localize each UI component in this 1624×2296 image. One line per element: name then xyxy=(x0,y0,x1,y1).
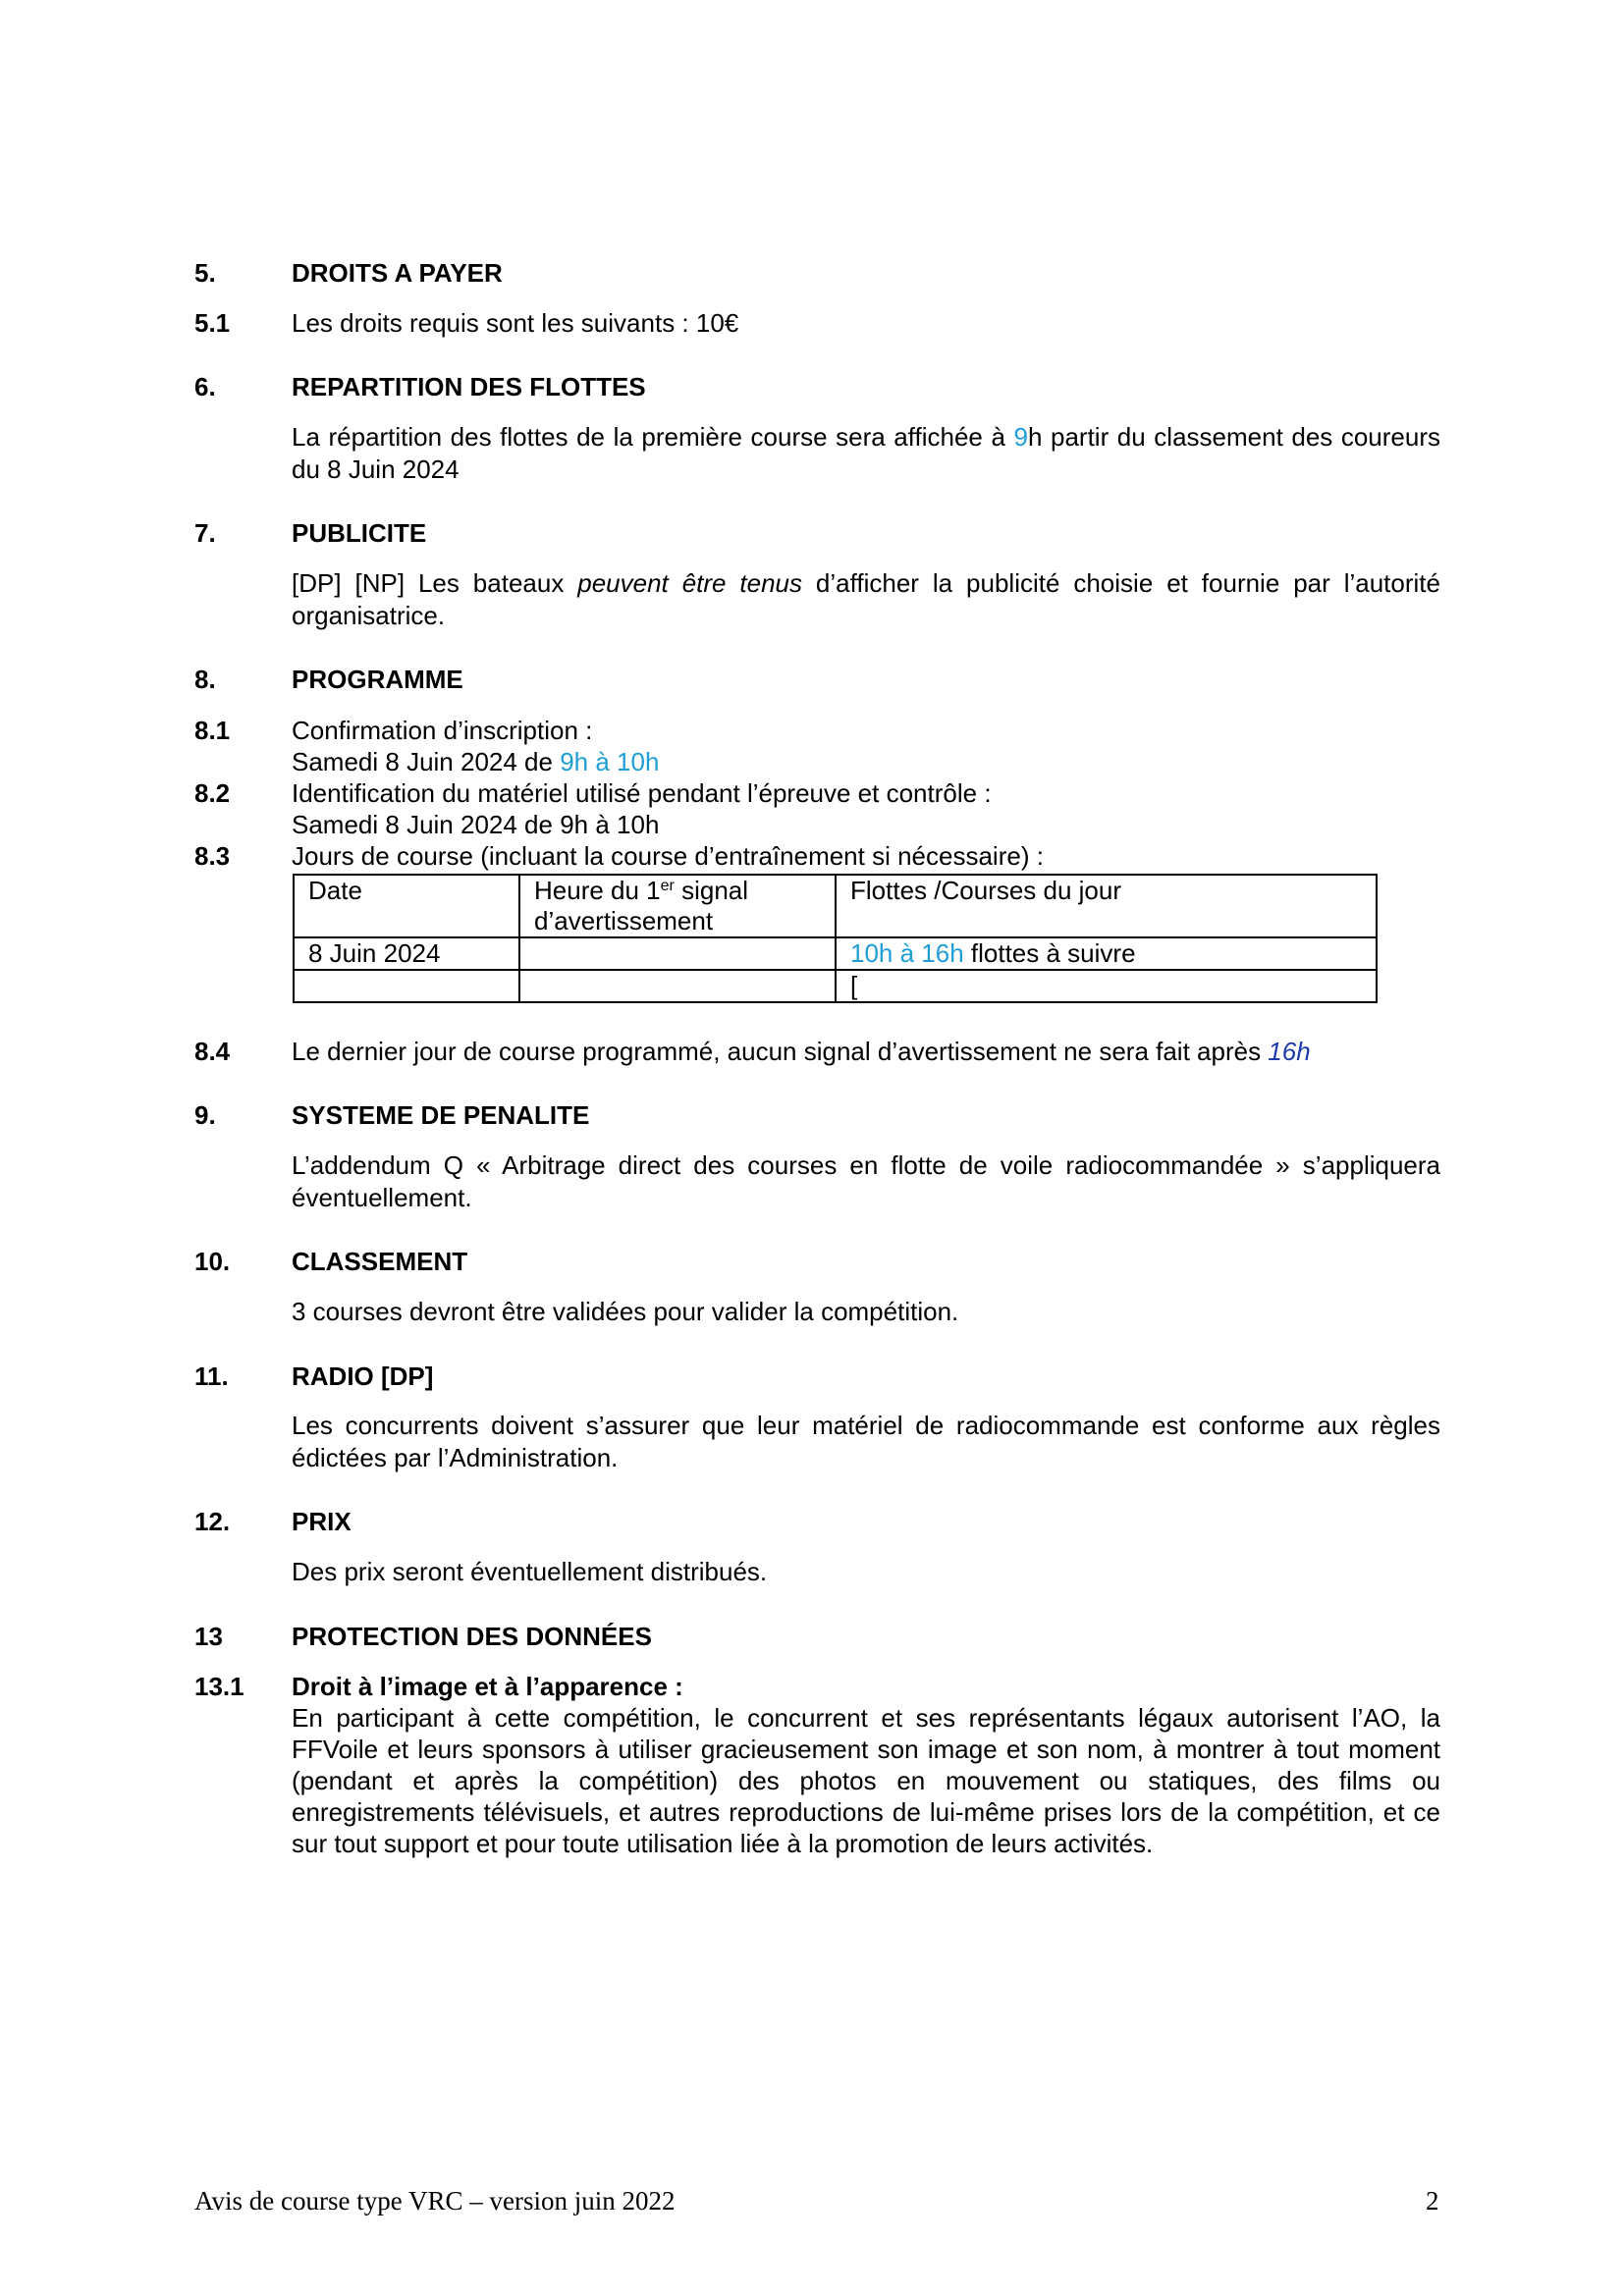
section-9-text: L’addendum Q « Arbitrage direct des courses en flotte de voile radiocommandée » s’appliquera éventuellement. xyxy=(292,1150,1440,1212)
section-12-number: 12. xyxy=(194,1507,231,1536)
section-8-4-text-a: Le dernier jour de course programmé, aucun signal d’avertissement ne sera fait après xyxy=(292,1037,1269,1066)
section-8-1-line2 xyxy=(292,746,1440,777)
schedule-table xyxy=(293,874,1378,1003)
section-13-1-title: Droit à l’image et à l’apparence : xyxy=(292,1672,683,1701)
section-5-number: 5. xyxy=(194,258,216,288)
section-8-2-line1: Identification du matériel utilisé pendant l’épreuve et contrôle : xyxy=(292,778,992,808)
section-10-title: CLASSEMENT xyxy=(292,1247,468,1276)
section-6-time-highlight: 9 xyxy=(1013,422,1028,452)
section-8-2-line2: Samedi 8 Juin 2024 de 9h à 10h xyxy=(292,810,660,839)
section-8-4-time-highlight: 16h xyxy=(1268,1037,1311,1066)
section-9-number: 9. xyxy=(194,1100,216,1130)
section-8-title: PROGRAMME xyxy=(292,665,463,694)
section-12-text: Des prix seront éventuellement distribués. xyxy=(292,1557,768,1586)
table-cell-flottes xyxy=(836,937,1377,970)
section-13-title: PROTECTION DES DONNÉES xyxy=(292,1622,652,1651)
section-6-text-a: La répartition des flottes de la première course sera affichée à xyxy=(292,422,1014,452)
table-header-date: Date xyxy=(294,875,519,937)
footer-document-title: Avis de course type VRC – version juin 2022 xyxy=(194,2186,676,2216)
section-8-4-text xyxy=(292,1036,1440,1068)
section-7-italic: peuvent être tenus xyxy=(577,568,803,598)
table-cell-flottes-text: flottes à suivre xyxy=(963,938,1136,968)
section-8-1-line2-a: Samedi 8 Juin 2024 de xyxy=(292,747,561,776)
section-5-title: DROITS A PAYER xyxy=(292,258,503,288)
section-7-text-b: d’afficher la publicité choisie et fournie par l’autorité organisatrice. xyxy=(292,568,1440,630)
footer-page-number: 2 xyxy=(1426,2186,1439,2216)
section-11-title: RADIO [DP] xyxy=(292,1362,434,1391)
section-10-text: 3 courses devront être validées pour valider la compétition. xyxy=(292,1297,959,1326)
section-6-text xyxy=(292,421,1440,486)
section-7-number: 7. xyxy=(194,518,216,548)
section-9-title: SYSTEME DE PENALITE xyxy=(292,1100,590,1130)
table-header-heure xyxy=(519,875,836,937)
section-8-4-number: 8.4 xyxy=(194,1037,231,1066)
table-header-row xyxy=(294,875,1377,937)
section-8-1-text xyxy=(292,715,1440,777)
section-8-number: 8. xyxy=(194,665,216,694)
table-cell-date xyxy=(294,970,519,1002)
section-6-number: 6. xyxy=(194,372,216,401)
section-7-text xyxy=(292,567,1440,632)
table-cell-time-highlight: 10h à 16h xyxy=(850,938,964,968)
section-11-number: 11. xyxy=(194,1362,229,1391)
table-cell-heure xyxy=(519,937,836,970)
section-5-1-text: Les droits requis sont les suivants : 10€ xyxy=(292,308,739,338)
section-8-2-text xyxy=(292,777,1440,840)
section-8-1-number: 8.1 xyxy=(194,716,231,745)
table-cell-heure xyxy=(519,970,836,1002)
table-cell-flottes: [ xyxy=(836,970,1377,1002)
table-header-heure-b: signal d’avertissement xyxy=(534,876,749,935)
table-header-flottes: Flottes /Courses du jour xyxy=(836,875,1377,937)
section-7-title: PUBLICITE xyxy=(292,518,427,548)
section-13-1-number: 13.1 xyxy=(194,1672,244,1701)
section-13-1-text: En participant à cette compétition, le concurrent et ses représentants légaux autorisent l’AO, la FFVoile et leurs sponsors à utiliser gracieusement son image et son nom, à montrer à tout moment (pendant et après la compétition) des photos en mouvement ou statiques, des films ou enregistrements télévisuels, et autres reproductions de lui-même prises lors de la compétition, et ce sur tout support et pour toute utilisation liée à la promotion de leurs activités. xyxy=(292,1703,1440,1858)
section-7-text-a: [DP] [NP] Les bateaux xyxy=(292,568,578,598)
section-8-2-number: 8.2 xyxy=(194,778,231,808)
section-8-1-line1: Confirmation d’inscription : xyxy=(292,716,593,745)
section-5-1-number: 5.1 xyxy=(194,308,231,338)
section-13-number: 13 xyxy=(194,1622,223,1651)
table-header-heure-a: Heure du 1 xyxy=(534,876,661,905)
section-8-3-text: Jours de course (incluant la course d’entraînement si nécessaire) : xyxy=(292,841,1044,871)
section-11-text: Les concurrents doivent s’assurer que leur matériel de radiocommande est conforme aux règles édictées par l’Administration. xyxy=(292,1411,1440,1472)
section-6-title: REPARTITION DES FLOTTES xyxy=(292,372,646,401)
table-row xyxy=(294,970,1377,1002)
section-8-3-number: 8.3 xyxy=(194,841,231,871)
section-10-number: 10. xyxy=(194,1247,231,1276)
section-12-title: PRIX xyxy=(292,1507,352,1536)
table-row xyxy=(294,937,1377,970)
table-cell-date: 8 Juin 2024 xyxy=(294,937,519,970)
section-6-text-b: h partir du classement des coureurs du 8 Juin 2024 xyxy=(292,422,1441,484)
section-8-1-time-highlight: 9h à 10h xyxy=(560,747,660,776)
table-header-heure-sup: er xyxy=(660,878,675,894)
